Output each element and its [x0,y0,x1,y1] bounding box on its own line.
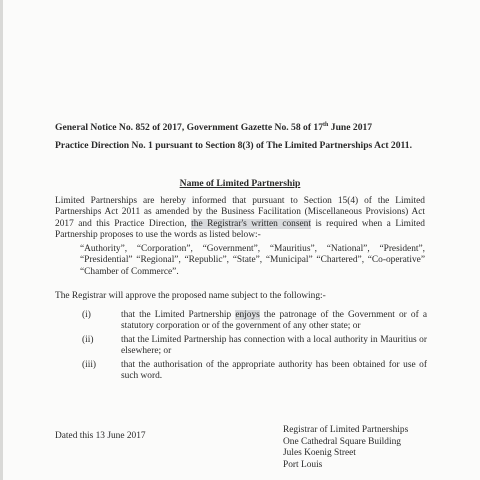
gazette-notice-heading [55,122,475,133]
paragraph-consent-requirement [55,196,425,242]
highlighted-written-consent: the Registrar's written consent [191,218,311,229]
signoff-line: One Cathedral Square Building [283,436,401,447]
signoff-line: Port Louis [283,459,323,470]
restricted-words-list: “Authority”, “Corporation”, “Government”, “Mauritius”, “National”, “President”, “Presidential” “Regional”, “Republic”, “State”, “Municipal” “Chartered”, “Co-operative” “Chamber of Commerce”. [80,244,425,277]
dated-line: Dated this 13 June 2017 [55,431,146,441]
paragraph1-text-before: Limited Partnerships are hereby informed that pursuant to Section 15(4) of the Limited Partnerships Act 2011 as amended by the Business Facilitation (Miscellaneous Provisions) Act 2017 and this Practice Direction, [55,196,425,229]
paragraph1-text-after: is required when a Limited Partnership proposes to use the words as listed below:- [55,218,425,241]
condition-text-after: the patronage of the Government or of a statutory corporation or of the government of any other state; or [121,310,427,332]
signoff-line: Jules Koenig Street [283,448,356,459]
gazette-notice-date-tail: June 2017 [328,122,373,133]
gazette-notice-superscript: th [323,121,329,128]
condition-number: (ii) [82,335,94,345]
signoff-line: Registrar of Limited Partnerships [283,425,409,435]
registrar-signoff-block [283,425,408,471]
paragraph-approval-conditions: The Registrar will approve the proposed name subject to the following:- [55,291,326,301]
highlighted-enjoys: enjoys [235,310,260,320]
condition-text [121,310,427,333]
condition-text: that the Limited Partnership has connection with a local authority in Mauritius or elsewhere; or [121,335,427,357]
document-title-text: Name of Limited Partnership [179,178,301,189]
condition-text: that the authorisation of the appropriate authority has been obtained for use of such word. [121,360,427,382]
condition-number: (iii) [82,360,97,370]
practice-direction-heading: Practice Direction No. 1 pursuant to Section 8(3) of The Limited Partnerships Act 2011. [55,140,412,151]
condition-text-before: that the Limited Partnership [121,310,236,320]
document-title [0,178,480,189]
condition-number: (i) [82,310,91,320]
gazette-notice-text: General Notice No. 852 of 2017, Government Gazette No. 58 of 17 [55,122,324,133]
page-edge-shadow [0,0,3,480]
